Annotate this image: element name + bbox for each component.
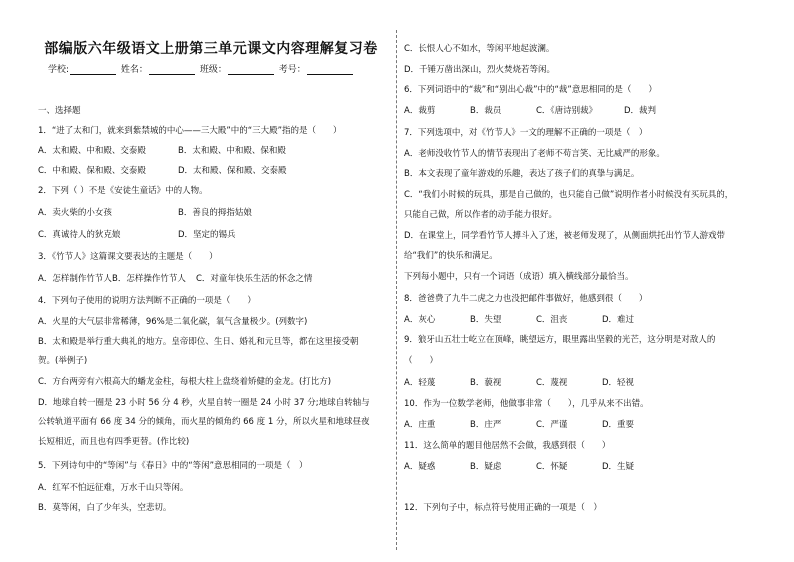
q3-option-a: A．怎样制作竹节人 — [38, 274, 112, 284]
q6-option-d: D．裁判 — [624, 106, 657, 116]
question-2: 2．下列（ ）不是《安徒生童话》中的人物。 — [38, 186, 208, 196]
question-8: 8．爸爸费了九牛二虎之力也没把邮件事做好，他感到很（ ） — [404, 294, 648, 304]
question-5: 5．下列诗句中的“等闲”与《春日》中的“等闲”意思相同的一项是（ ） — [38, 461, 308, 471]
q9-option-a: A．轻蔑 — [404, 378, 436, 388]
q6-option-a: A．裁剪 — [404, 106, 436, 116]
q7-option-d-line-2: 给“我们”的快乐和满足。 — [404, 251, 498, 261]
q4-option-b-line-1: B．太和殿是举行重大典礼的地方。皇帝即位、生日、婚礼和元旦等，都在这里接受朝 — [38, 337, 359, 347]
class-blank[interactable] — [228, 64, 274, 75]
q9-option-c: C．蔑视 — [536, 378, 568, 388]
q6-option-c: C．《唐诗别裁》 — [536, 106, 598, 116]
question-4: 4．下列句子使用的说明方法判断不正确的一项是（ ） — [38, 296, 256, 306]
q4-option-c: C．方台两旁有六根高大的蟠龙金柱，每根大柱上盘绕着矫健的金龙。(打比方) — [38, 377, 332, 387]
q2-option-c: C．真诚待人的狄克娘 — [38, 230, 121, 240]
q8-option-d: D．难过 — [602, 315, 635, 325]
q11-option-b: B．疑虑 — [470, 462, 502, 472]
class-label: 班级： — [199, 65, 227, 75]
exam-no-blank[interactable] — [307, 64, 353, 75]
q7-option-a: A．老师没收竹节人的情节表现出了老师不苟言笑、无比威严的形象。 — [404, 149, 665, 159]
section-heading: 一、选择题 — [38, 106, 81, 116]
question-8-options — [404, 314, 634, 326]
q1-option-b: B．太和殿、中和殿、保和殿 — [178, 146, 286, 156]
q4-option-d-line-1: D．地球自转一圈是 23 小时 56 分 4 秒，火星自转一圈是 24 小时 37 分;地球自转轴与 — [38, 398, 370, 408]
q5-option-a: A．红军不怕远征难，万水千山只等闲。 — [38, 483, 189, 493]
q2-option-a: A．卖火柴的小女孩 — [38, 208, 112, 218]
q4-option-a: A．火星的大气层非常稀薄，96%是二氧化碳，氧气含量极少。(列数字) — [38, 317, 308, 327]
question-9-options — [404, 377, 634, 389]
q11-option-c: C．怀疑 — [536, 462, 568, 472]
question-7: 7．下列选项中，对《竹节人》一文的理解不正确的一项是（ ） — [404, 128, 648, 138]
q10-option-d: D．重要 — [602, 420, 635, 430]
question-2-options-row-2 — [38, 229, 236, 241]
q8-option-b: B．失望 — [470, 315, 502, 325]
q11-option-a: A．疑惑 — [404, 462, 436, 472]
q10-option-c: C．严谨 — [536, 420, 568, 430]
column-divider — [396, 30, 397, 550]
question-1-options-row-1 — [38, 145, 286, 157]
question-2-options-row-1 — [38, 207, 252, 219]
q11-option-d: D．生疑 — [602, 462, 635, 472]
question-3: 3．《竹节人》这篇课文要表达的主题是（ ） — [38, 252, 218, 262]
question-9-end: （ ） — [404, 356, 439, 366]
page-title: 部编版六年级语文上册第三单元课文内容理解复习卷 — [44, 41, 378, 57]
q7-option-c-line-1: C．“我们小时候的玩具，那是自己做的，也只能自己做”说明作者小时候没有买玩具的， — [404, 190, 734, 200]
q8-option-c: C．沮丧 — [536, 315, 568, 325]
q4-option-d-line-3: 长短相近，而且也有四季更替。(作比较) — [38, 437, 190, 447]
q9-option-d: D．轻视 — [602, 378, 635, 388]
q7-option-c-line-2: 只能自己做，所以作者的动手能力很好。 — [404, 210, 558, 220]
question-12: 12．下列句子中，标点符号使用正确的一项是（ ） — [404, 503, 602, 513]
school-label: 学校: — [48, 65, 70, 75]
q1-option-a: A．太和殿、中和殿、交泰殿 — [38, 146, 146, 156]
q4-option-b-line-2: 贺。(举例子) — [38, 356, 88, 366]
instruction-text: 下列每小题中，只有一个词语（成语）填入横线部分最恰当。 — [404, 272, 634, 282]
name-blank[interactable] — [149, 64, 195, 75]
question-1-options-row-2 — [38, 165, 287, 177]
q2-option-d: D．坚定的锡兵 — [178, 230, 236, 240]
q2-option-b: B．善良的拇指姑娘 — [178, 208, 252, 218]
q5-option-d: D．千锤万凿出深山，烈火焚烧若等闲。 — [404, 65, 556, 75]
exam-no-label: 考号： — [278, 65, 306, 75]
q3-option-c: C．对童年快乐生活的怀念之情 — [196, 274, 313, 284]
q1-option-c: C．中和殿、保和殿、交泰殿 — [38, 166, 146, 176]
q1-option-d: D．太和殿、保和殿、交泰殿 — [178, 166, 287, 176]
question-10-options — [404, 419, 634, 431]
school-blank[interactable] — [70, 64, 116, 75]
q7-option-b: B．本文表现了童年游戏的乐趣，表达了孩子们的真挚与满足。 — [404, 169, 640, 179]
q7-option-d-line-1: D．在课堂上，同学看竹节人搏斗入了迷，被老师发现了，从侧面烘托出竹节人游戏带 — [404, 231, 726, 241]
q6-option-b: B．裁员 — [470, 106, 502, 116]
question-6-options — [404, 105, 656, 117]
q10-option-a: A．庄重 — [404, 420, 436, 430]
question-6: 6．下列词语中的“裁”和“别出心裁”中的“裁”意思相同的是（ ） — [404, 85, 657, 95]
q5-option-b: B．莫等闲，白了少年头，空悲切。 — [38, 503, 172, 513]
q5-option-c: C．长恨人心不如水，等闲平地起波澜。 — [404, 44, 555, 54]
question-1: 1．“进了太和门，就来到紫禁城的中心——三大殿”中的“三大殿”指的是（ ） — [38, 126, 342, 136]
question-11: 11．这么简单的题目他居然不会做，我感到很（ ） — [404, 441, 611, 451]
q9-option-b: B．藐视 — [470, 378, 502, 388]
student-info-row — [48, 62, 388, 75]
q8-option-a: A．灰心 — [404, 315, 436, 325]
question-11-options — [404, 461, 634, 473]
question-3-options — [38, 273, 312, 285]
q3-option-b: B．怎样操作竹节人 — [112, 274, 186, 284]
q10-option-b: B．庄严 — [470, 420, 502, 430]
question-10: 10．作为一位数学老师，他做事非常（ ），几乎从来不出错。 — [404, 399, 649, 409]
question-9: 9．狼牙山五壮士屹立在顶峰，眺望远方，眼里露出坚毅的光芒，这分明是对敌人的 — [404, 335, 716, 345]
name-label: 姓名： — [120, 65, 148, 75]
q4-option-d-line-2: 公转轨道平面有 66 度 34 分的倾角，而火星的倾角约 66 度 1 分，所以火星和地球昼夜 — [38, 417, 370, 427]
